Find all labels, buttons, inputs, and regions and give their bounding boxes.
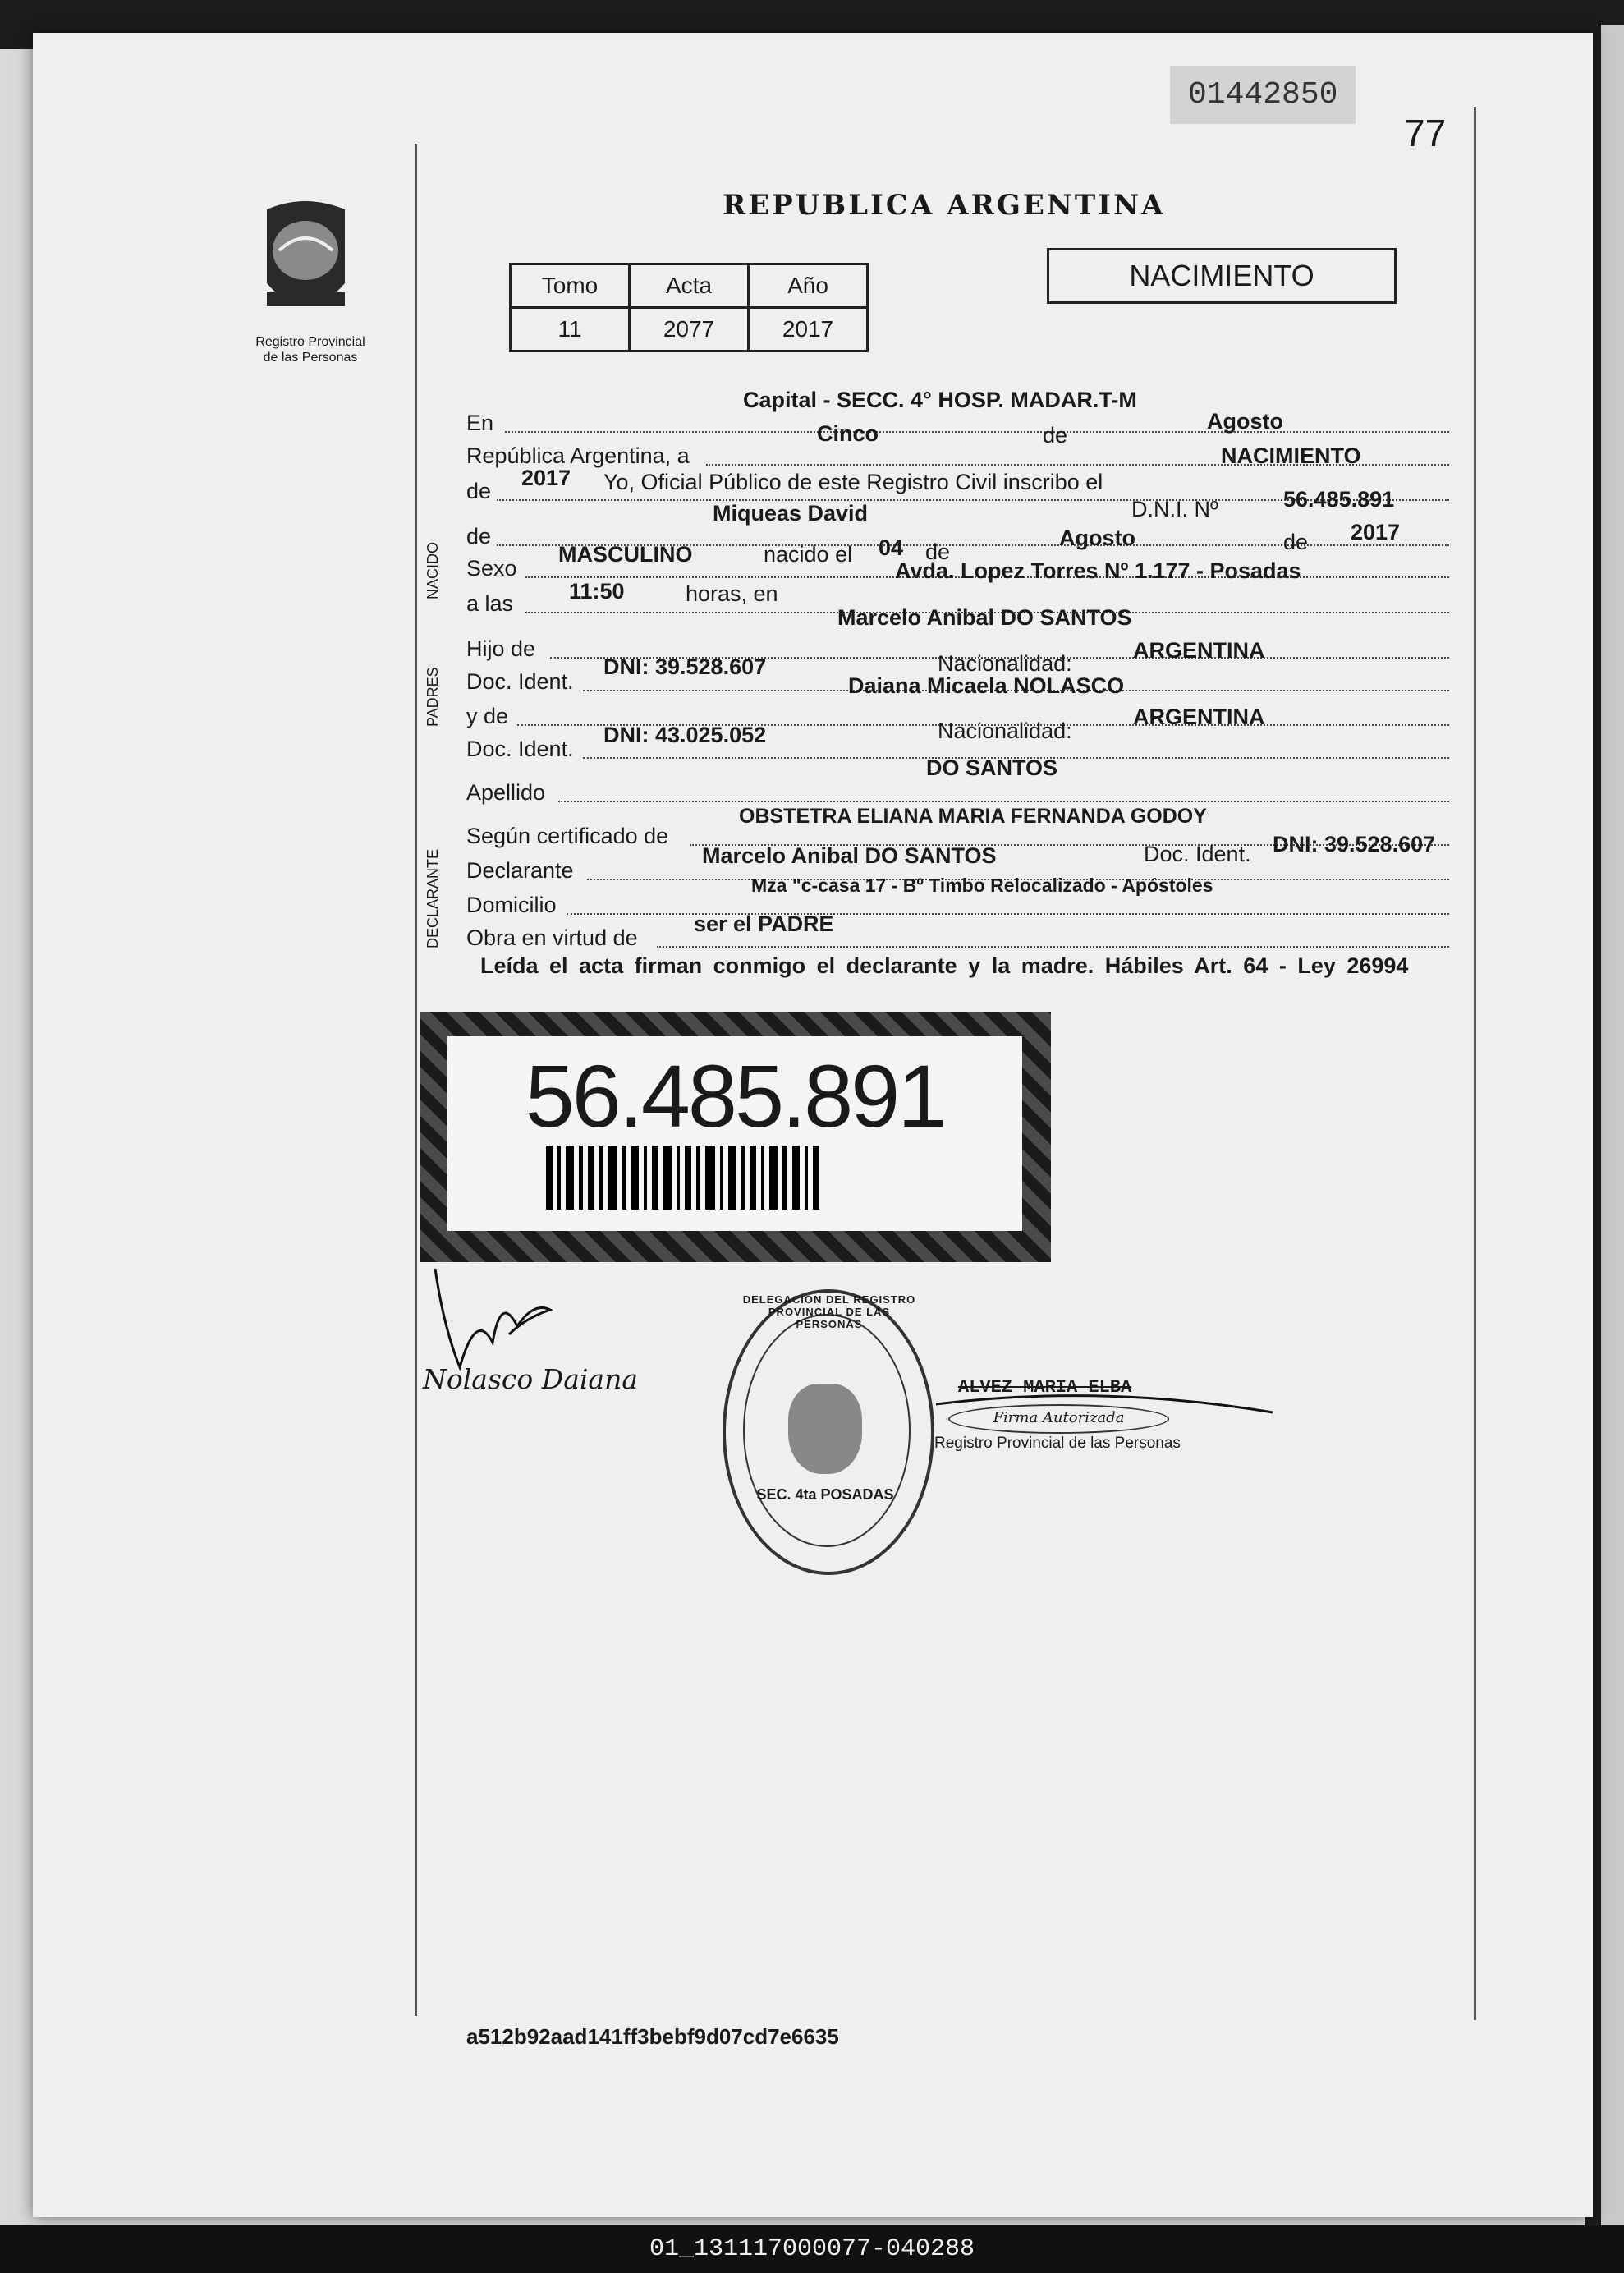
label-de-name: de	[466, 524, 492, 549]
value-year: 2017	[521, 466, 571, 490]
label-obra: Obra en virtud de	[466, 925, 638, 950]
value-child-name: Miqueas David	[713, 501, 869, 526]
label-a-las: a las	[466, 591, 514, 616]
label-declarante: Declarante	[466, 858, 574, 883]
label-en: En	[466, 411, 494, 435]
value-mother-name: Daiana Micaela NOLASCO	[848, 673, 1125, 698]
seal-crest-icon	[788, 1384, 862, 1474]
official-role: Firma Autorizada	[948, 1404, 1169, 1434]
province-crest-logo	[250, 193, 361, 328]
label-y-de: y de	[466, 704, 509, 728]
official-name: ALVEZ MARIA ELBA	[958, 1377, 1132, 1398]
value-certificado: OBSTETRA ELIANA MARIA FERNANDA GODOY	[739, 805, 1207, 828]
label-de-birth2: de	[1283, 530, 1309, 554]
value-doc-declarante: DNI: 39.528.607	[1273, 832, 1436, 856]
line-obra	[657, 946, 1449, 948]
label-apellido: Apellido	[466, 780, 546, 805]
line-en	[505, 431, 1449, 433]
label-nacionalidad-mother: Nacionalidad:	[938, 719, 1072, 743]
value-father-doc: DNI: 39.528.607	[603, 654, 767, 679]
label-dni: D.N.I. Nº	[1131, 497, 1218, 521]
logo-caption-line2: de las Personas	[263, 351, 358, 365]
logo-caption-line1: Registro Provincial	[255, 335, 365, 349]
paper-edge	[1601, 25, 1624, 2225]
label-nacido-el: nacido el	[764, 542, 853, 567]
value-apellido: DO SANTOS	[926, 755, 1058, 780]
declarant-signature	[427, 1260, 575, 1380]
value-time: 11:50	[569, 579, 625, 604]
value-obra: ser el PADRE	[694, 911, 834, 936]
right-margin-line	[1474, 107, 1476, 2020]
header-acta: Acta	[630, 264, 749, 308]
label-de-year: de	[466, 479, 492, 503]
footer-id: 01_131117000077-040288	[0, 2225, 1624, 2273]
seal-subtext: SEC. 4ta POSADAS	[756, 1486, 894, 1503]
document-title: REPUBLICA ARGENTINA	[723, 189, 1166, 222]
label-hijo-de: Hijo de	[466, 636, 536, 661]
value-place-registry: Capital - SECC. 4° HOSP. MADAR.T-M	[743, 388, 1137, 412]
label-de-birth: de	[925, 540, 951, 564]
value-father-nat: ARGENTINA	[1133, 638, 1265, 663]
logo-caption	[220, 334, 401, 365]
record-table-header	[511, 264, 868, 308]
value-mother-nat: ARGENTINA	[1133, 705, 1265, 729]
value-child-dni: 56.485.891	[1283, 487, 1395, 512]
value-declarante: Marcelo Anibal DO SANTOS	[702, 843, 997, 868]
section-padres-label: PADRES	[424, 667, 441, 727]
label-republica: República Argentina, a	[466, 443, 690, 468]
value-day: Cinco	[817, 421, 879, 446]
record-table	[509, 263, 869, 352]
official-org: Registro Provincial de las Personas	[934, 1435, 1181, 1452]
left-margin-line	[415, 144, 417, 2016]
value-mother-doc: DNI: 43.025.052	[603, 723, 767, 747]
value-inscribo: NACIMIENTO	[1221, 443, 1361, 468]
serial-number: 01442850	[1170, 66, 1356, 124]
record-table-values	[511, 308, 868, 351]
barcode-number: 56.485.891	[525, 1046, 945, 1146]
label-sexo: Sexo	[466, 556, 517, 581]
value-month: Agosto	[1207, 409, 1283, 434]
header-tomo: Tomo	[511, 264, 630, 308]
value-birth-month: Agosto	[1059, 526, 1135, 550]
value-anio: 2017	[749, 308, 868, 351]
mother-signature: Nolasco Daiana	[423, 1363, 639, 1395]
label-domicilio: Domicilio	[466, 893, 557, 917]
value-father-name: Marcelo Anibal DO SANTOS	[837, 605, 1132, 630]
header-anio: Año	[749, 264, 868, 308]
value-domicilio: Mza "c-casa 17 - Bº Timbo Relocalizado - Apóstoles	[751, 875, 1213, 896]
section-nacido-label: NACIDO	[424, 541, 441, 599]
closing-text: Leída el acta firman conmigo el declarante y la madre. Hábiles Art. 64 - Ley 26994	[480, 953, 1409, 978]
value-sexo: MASCULINO	[558, 542, 693, 567]
label-nacionalidad-father: Nacionalidad:	[938, 651, 1072, 676]
folio-number: 77	[1404, 112, 1447, 154]
value-birth-place: Avda. Lopez Torres Nº 1.177 - Posadas	[895, 558, 1301, 583]
value-birth-year: 2017	[1351, 520, 1401, 544]
line-apellido	[558, 801, 1449, 802]
value-acta: 2077	[630, 308, 749, 351]
document-hash: a512b92aad141ff3bebf9d07cd7e6635	[466, 2024, 839, 2049]
label-de: de	[1043, 423, 1068, 448]
value-birth-day: 04	[879, 535, 904, 560]
record-type-box: NACIMIENTO	[1047, 248, 1397, 304]
seal-text: DELEGACION DEL REGISTRO PROVINCIAL DE LAS PERSONAS	[742, 1293, 916, 1330]
barcode-bars	[546, 1146, 824, 1210]
section-declarante-label: DECLARANTE	[424, 848, 441, 948]
label-segun-certificado: Según certificado de	[466, 824, 669, 848]
label-doc-declarante: Doc. Ident.	[1144, 842, 1251, 866]
label-doc-mother: Doc. Ident.	[466, 737, 574, 761]
label-horas-en: horas, en	[686, 581, 778, 606]
label-oficial: Yo, Oficial Público de este Registro Civil inscribo el	[603, 470, 1103, 494]
value-tomo: 11	[511, 308, 630, 351]
label-doc-father: Doc. Ident.	[466, 669, 574, 694]
